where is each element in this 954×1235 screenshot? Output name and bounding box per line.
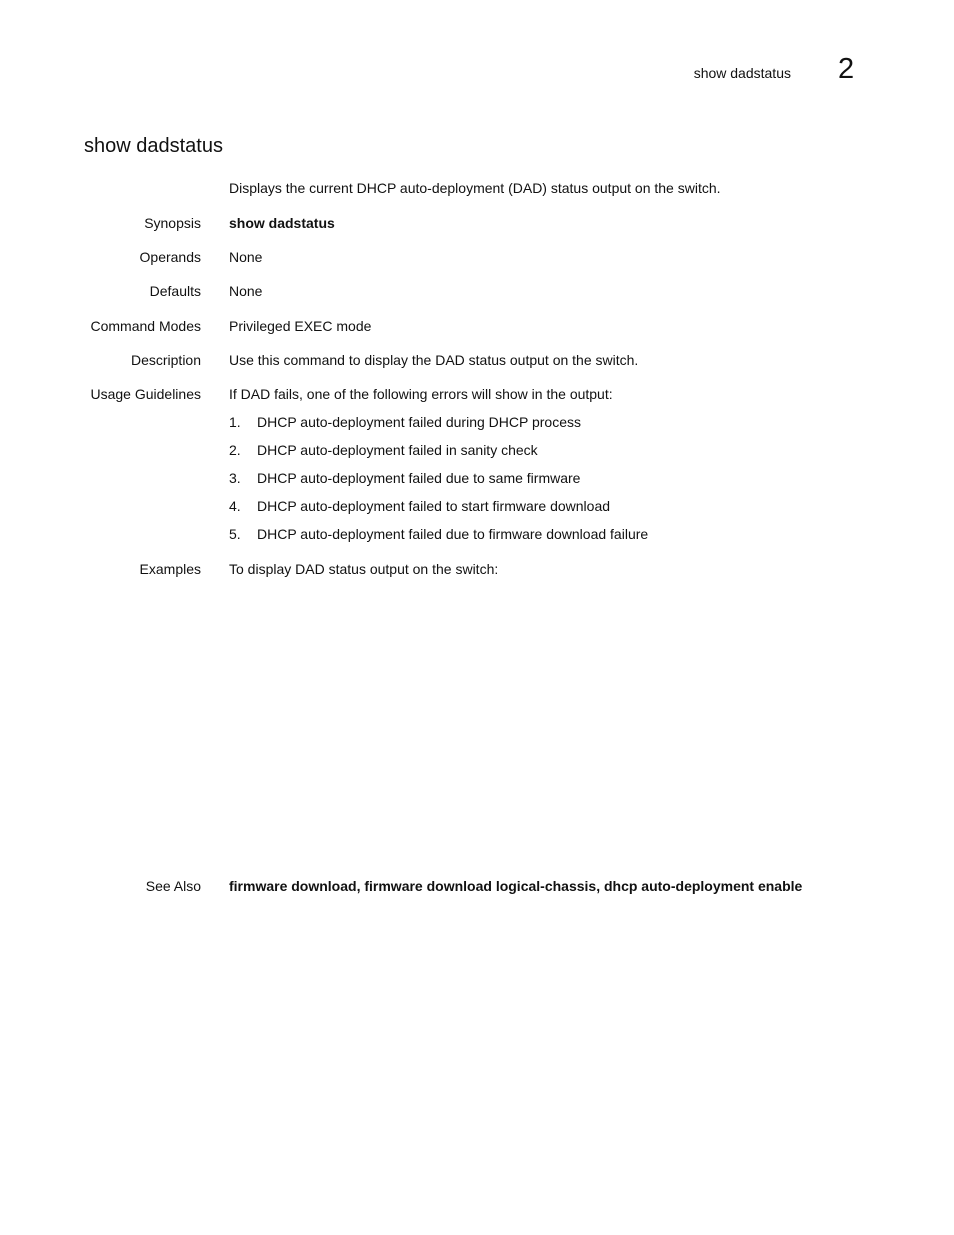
command-modes-value: Privileged EXEC mode	[229, 318, 372, 334]
see-also-value: firmware download, firmware download logical-chassis, dhcp auto-deployment enable	[229, 878, 803, 894]
list-item-text: DHCP auto-deployment failed during DHCP process	[257, 414, 581, 430]
defaults-value: None	[229, 283, 263, 299]
synopsis-label: Synopsis	[144, 215, 201, 231]
list-item-number: 2.	[229, 442, 241, 458]
error-list	[229, 414, 648, 554]
list-item-number: 5.	[229, 526, 241, 542]
list-item-text: DHCP auto-deployment failed in sanity check	[257, 442, 538, 458]
intro-text: Displays the current DHCP auto-deployment (DAD) status output on the switch.	[229, 180, 721, 196]
list-item-text: DHCP auto-deployment failed due to same firmware	[257, 470, 581, 486]
list-item	[229, 414, 648, 442]
list-item	[229, 442, 648, 470]
list-item	[229, 470, 648, 498]
description-value: Use this command to display the DAD status output on the switch.	[229, 352, 639, 368]
operands-label: Operands	[139, 249, 201, 265]
running-title: show dadstatus	[693, 65, 791, 81]
list-item-number: 3.	[229, 470, 241, 486]
examples-label: Examples	[139, 561, 201, 577]
chapter-number: 2	[838, 53, 855, 85]
synopsis-value: show dadstatus	[229, 215, 335, 231]
list-item	[229, 498, 648, 526]
list-item-number: 4.	[229, 498, 241, 514]
list-item	[229, 526, 648, 554]
page-title: show dadstatus	[84, 135, 223, 157]
usage-guidelines-label: Usage Guidelines	[90, 386, 201, 402]
list-item-text: DHCP auto-deployment failed due to firmware download failure	[257, 526, 649, 542]
description-label: Description	[130, 352, 201, 368]
see-also-label: See Also	[145, 878, 201, 894]
defaults-label: Defaults	[149, 283, 201, 299]
list-item-number: 1.	[229, 414, 241, 430]
command-modes-label: Command Modes	[90, 318, 201, 334]
usage-guidelines-value: If DAD fails, one of the following errors will show in the output:	[229, 386, 613, 402]
examples-value: To display DAD status output on the switch:	[229, 561, 499, 577]
operands-value: None	[229, 249, 263, 265]
list-item-text: DHCP auto-deployment failed to start firmware download	[257, 498, 611, 514]
